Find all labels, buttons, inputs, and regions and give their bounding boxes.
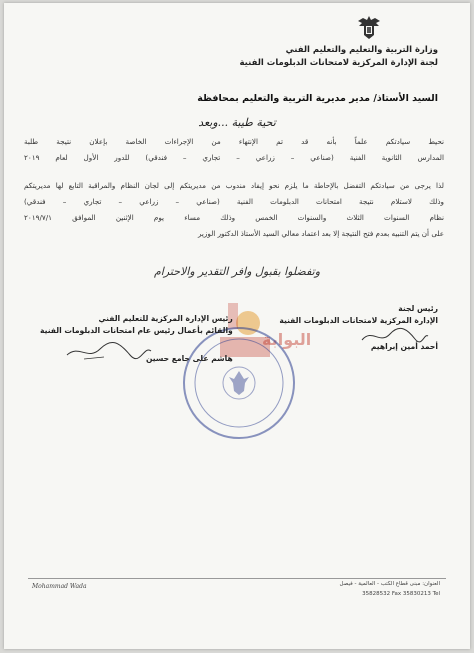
signature-line: رئيس الإدارة المركزية للتعليم الفني: [98, 314, 233, 323]
paragraph-instructions: [24, 178, 444, 242]
paragraph-line: وذلك لاستلام نتيجة امتحانات الدبلومات الفنية (صناعي – زراعي – تجاري – فندقي): [24, 197, 444, 206]
signature-org: الإدارة المركزية لامتحانات الدبلومات الفنية: [279, 316, 438, 325]
handwritten-signature-icon: [64, 339, 154, 363]
handwritten-signature-icon: [360, 325, 430, 347]
signature-name: أحمد أمين إبراهيم: [370, 342, 438, 351]
salutation: السيد الأستاذ/ مدير مديرية التربية والتعليم بمحافظة: [197, 93, 438, 104]
ministry-name: وزارة التربية والتعليم والتعليم الفني: [285, 45, 438, 55]
committee-name: لجنة الإدارة المركزية لامتحانات الدبلومات الفنية: [239, 58, 438, 68]
paragraph-notice: [24, 134, 444, 166]
closing-line: وتفضلوا بقبول وافر التقدير والاحترام: [153, 265, 321, 278]
signature-name: هاشم على جامع حسين: [145, 354, 233, 363]
paragraph-line: نظام السنوات الثلاث والسنوات الخمس وذلك مساء يوم الإثنين الموافق ٢٠١٩/٧/١: [24, 213, 444, 222]
paragraph-line: نحيط سيادتكم علماً بأنه قد تم الإنتهاء من الإجراءات الخاصة بإعلان نتيجة طلبة: [24, 137, 444, 146]
footer-address: العنوان: مبنى قطاع الكتب - العالمية - فيصل: [339, 581, 440, 587]
watermark-text: البوابة: [262, 330, 312, 349]
paragraph-line: المدارس الثانوية الفنية (صناعي – زراعي – تجاري – فندقي) للدور الأول لعام ٢٠١٩: [24, 153, 444, 162]
paragraph-line: لذا يرجى من سيادتكم التفضل بالإحاطة ما يلزم نحو إيفاد مندوب من مديريتكم إلى لجان النظام والمراقبة التابع لها مديريتكم: [24, 181, 444, 190]
egypt-eagle-emblem-icon: [354, 13, 384, 41]
footer-signature: Mohammad Wada: [32, 583, 87, 590]
signature-title: رئيس لجنة: [398, 304, 438, 313]
letter-page: [4, 3, 470, 649]
footer-phones: 35828532 Fax 35830213 Tel: [362, 591, 440, 597]
paragraph-line: على أن يتم التنبيه بعدم فتح النتيجة إلا بعد اعتماد معالي السيد الأستاذ الدكتور الوزير: [197, 229, 444, 238]
footer-divider: [28, 578, 446, 579]
greeting: تحية طيبة ...وبعد: [198, 116, 276, 129]
signature-line: والقائم بأعمال رئيس عام امتحانات الدبلومات الفنية: [40, 326, 233, 335]
